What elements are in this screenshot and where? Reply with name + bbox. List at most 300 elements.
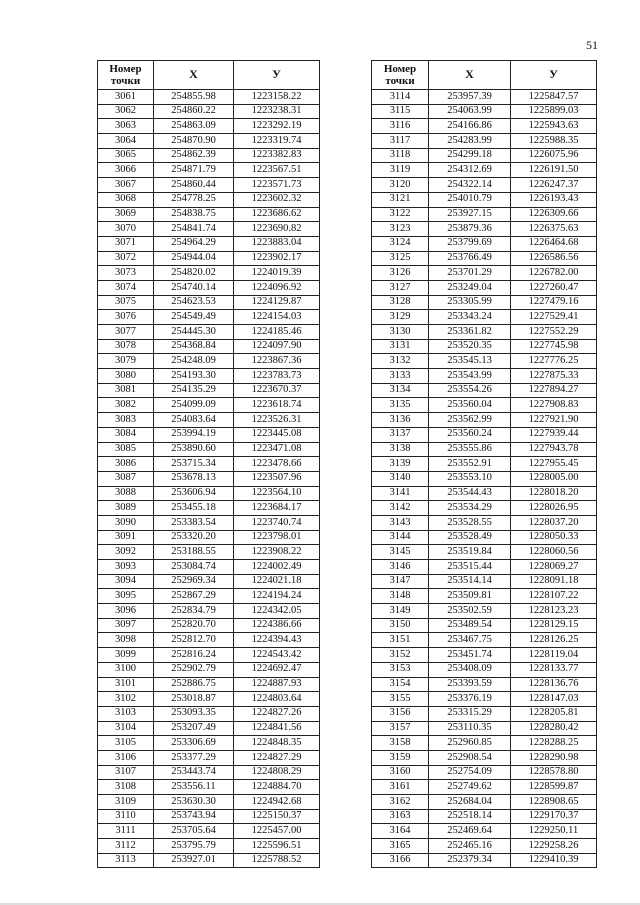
cell-y: 1229170.37 [511, 809, 597, 824]
cell-point-number: 3127 [372, 280, 429, 295]
header-y: У [511, 61, 597, 90]
table-row [372, 824, 597, 839]
table-row [372, 339, 597, 354]
cell-point-number: 3091 [98, 530, 154, 545]
cell-x: 253489.54 [429, 618, 511, 633]
table-row [372, 222, 597, 237]
cell-y: 1223867.36 [234, 354, 320, 369]
table-row [98, 515, 320, 530]
cell-y: 1226075.96 [511, 148, 597, 163]
table-row [372, 295, 597, 310]
cell-y: 1228037.20 [511, 515, 597, 530]
cell-x: 254445.30 [154, 325, 234, 340]
table-row [98, 618, 320, 633]
cell-y: 1227529.41 [511, 310, 597, 325]
cell-x: 253520.35 [429, 339, 511, 354]
table-row [372, 251, 597, 266]
cell-point-number: 3149 [372, 604, 429, 619]
cell-point-number: 3144 [372, 530, 429, 545]
cell-y: 1224841.56 [234, 721, 320, 736]
cell-point-number: 3062 [98, 104, 154, 119]
cell-y: 1223319.74 [234, 134, 320, 149]
table-row [372, 119, 597, 134]
table-row [98, 280, 320, 295]
cell-point-number: 3099 [98, 648, 154, 663]
cell-x: 253678.13 [154, 471, 234, 486]
cell-y: 1228107.22 [511, 589, 597, 604]
cell-point-number: 3102 [98, 692, 154, 707]
cell-point-number: 3090 [98, 515, 154, 530]
table-row [372, 515, 597, 530]
cell-point-number: 3076 [98, 310, 154, 325]
cell-point-number: 3132 [372, 354, 429, 369]
table-row [98, 736, 320, 751]
cell-point-number: 3119 [372, 163, 429, 178]
cell-y: 1224692.47 [234, 662, 320, 677]
table-row [98, 706, 320, 721]
table-row [98, 134, 320, 149]
cell-x: 252518.14 [429, 809, 511, 824]
cell-point-number: 3072 [98, 251, 154, 266]
table-row [98, 369, 320, 384]
table-row [98, 192, 320, 207]
table-row [372, 398, 597, 413]
cell-x: 254860.44 [154, 178, 234, 193]
table-row [372, 207, 597, 222]
cell-point-number: 3106 [98, 750, 154, 765]
cell-y: 1228133.77 [511, 662, 597, 677]
table-row [98, 207, 320, 222]
cell-y: 1223526.31 [234, 413, 320, 428]
cell-y: 1226782.00 [511, 266, 597, 281]
cell-y: 1226191.50 [511, 163, 597, 178]
cell-x: 253795.79 [154, 839, 234, 854]
cell-point-number: 3070 [98, 222, 154, 237]
cell-point-number: 3085 [98, 442, 154, 457]
table-row [372, 706, 597, 721]
cell-point-number: 3063 [98, 119, 154, 134]
cell-point-number: 3078 [98, 339, 154, 354]
cell-x: 254871.79 [154, 163, 234, 178]
table-row [98, 501, 320, 516]
table-row [372, 369, 597, 384]
cell-point-number: 3162 [372, 795, 429, 810]
cell-x: 253455.18 [154, 501, 234, 516]
cell-y: 1226247.37 [511, 178, 597, 193]
cell-x: 253927.15 [429, 207, 511, 222]
cell-x: 253528.49 [429, 530, 511, 545]
cell-point-number: 3095 [98, 589, 154, 604]
cell-x: 253879.36 [429, 222, 511, 237]
cell-y: 1224002.49 [234, 560, 320, 575]
cell-y: 1228578.80 [511, 765, 597, 780]
cell-x: 252684.04 [429, 795, 511, 810]
cell-x: 253705.64 [154, 824, 234, 839]
cell-point-number: 3148 [372, 589, 429, 604]
cell-y: 1228119.04 [511, 648, 597, 663]
cell-x: 253305.99 [429, 295, 511, 310]
cell-x: 253545.13 [429, 354, 511, 369]
cell-x: 253519.84 [429, 545, 511, 560]
table-row [372, 721, 597, 736]
cell-y: 1224827.29 [234, 750, 320, 765]
cell-x: 253994.19 [154, 427, 234, 442]
cell-x: 253502.59 [429, 604, 511, 619]
cell-point-number: 3069 [98, 207, 154, 222]
cell-point-number: 3111 [98, 824, 154, 839]
table-row [372, 280, 597, 295]
table-row [98, 251, 320, 266]
cell-point-number: 3109 [98, 795, 154, 810]
cell-y: 1224543.42 [234, 648, 320, 663]
table-row [372, 457, 597, 472]
cell-x: 253630.30 [154, 795, 234, 810]
cell-x: 254841.74 [154, 222, 234, 237]
table-row [98, 339, 320, 354]
table-row [98, 677, 320, 692]
cell-point-number: 3107 [98, 765, 154, 780]
table-row [372, 236, 597, 251]
cell-y: 1227260.47 [511, 280, 597, 295]
cell-point-number: 3103 [98, 706, 154, 721]
cell-x: 253451.74 [429, 648, 511, 663]
table-row [372, 574, 597, 589]
table-row [98, 530, 320, 545]
header-point-line2: точки [110, 75, 141, 87]
cell-y: 1224394.43 [234, 633, 320, 648]
cell-x: 253509.81 [429, 589, 511, 604]
cell-y: 1223902.17 [234, 251, 320, 266]
table-row [98, 236, 320, 251]
cell-point-number: 3071 [98, 236, 154, 251]
cell-y: 1224386.66 [234, 618, 320, 633]
cell-x: 253443.74 [154, 765, 234, 780]
cell-y: 1225899.03 [511, 104, 597, 119]
cell-x: 253249.04 [429, 280, 511, 295]
cell-x: 254063.99 [429, 104, 511, 119]
cell-y: 1226193.43 [511, 192, 597, 207]
cell-point-number: 3082 [98, 398, 154, 413]
cell-y: 1223238.31 [234, 104, 320, 119]
cell-y: 1224194.24 [234, 589, 320, 604]
table-row [98, 119, 320, 134]
cell-y: 1223478.66 [234, 457, 320, 472]
cell-point-number: 3163 [372, 809, 429, 824]
cell-x: 254863.09 [154, 119, 234, 134]
header-point-number [98, 61, 154, 90]
cell-x: 254778.25 [154, 192, 234, 207]
table-row [98, 163, 320, 178]
table-row [372, 839, 597, 854]
cell-point-number: 3122 [372, 207, 429, 222]
cell-y: 1224848.35 [234, 736, 320, 751]
cell-y: 1228069.27 [511, 560, 597, 575]
cell-x: 253927.01 [154, 853, 234, 868]
cell-point-number: 3101 [98, 677, 154, 692]
cell-point-number: 3068 [98, 192, 154, 207]
cell-point-number: 3147 [372, 574, 429, 589]
cell-point-number: 3080 [98, 369, 154, 384]
cell-y: 1228599.87 [511, 780, 597, 795]
cell-x: 253383.54 [154, 515, 234, 530]
table-body [98, 90, 320, 868]
header-point-line1: Номер [383, 62, 417, 75]
cell-y: 1223618.74 [234, 398, 320, 413]
cell-x: 254166.86 [429, 119, 511, 134]
cell-y: 1227894.27 [511, 383, 597, 398]
cell-y: 1228091.18 [511, 574, 597, 589]
table-row [98, 442, 320, 457]
cell-y: 1226375.63 [511, 222, 597, 237]
cell-y: 1228005.00 [511, 471, 597, 486]
table-row [372, 809, 597, 824]
cell-x: 253320.20 [154, 530, 234, 545]
cell-point-number: 3137 [372, 427, 429, 442]
cell-point-number: 3114 [372, 90, 429, 105]
cell-y: 1227875.33 [511, 369, 597, 384]
cell-x: 253018.87 [154, 692, 234, 707]
cell-x: 253553.10 [429, 471, 511, 486]
cell-point-number: 3155 [372, 692, 429, 707]
cell-x: 253555.86 [429, 442, 511, 457]
cell-x: 252749.62 [429, 780, 511, 795]
cell-x: 254135.29 [154, 383, 234, 398]
cell-y: 1224185.46 [234, 325, 320, 340]
table-row [98, 104, 320, 119]
cell-y: 1228026.95 [511, 501, 597, 516]
table-row [98, 853, 320, 868]
cell-y: 1228205.81 [511, 706, 597, 721]
table-row [372, 486, 597, 501]
table-row [372, 471, 597, 486]
table-row [372, 178, 597, 193]
cell-point-number: 3131 [372, 339, 429, 354]
table-row [98, 325, 320, 340]
cell-x: 254944.04 [154, 251, 234, 266]
table-header-row [372, 61, 597, 90]
table-row [98, 310, 320, 325]
table-row [372, 413, 597, 428]
cell-point-number: 3130 [372, 325, 429, 340]
cell-y: 1229410.39 [511, 853, 597, 868]
cell-point-number: 3086 [98, 457, 154, 472]
cell-x: 254855.98 [154, 90, 234, 105]
cell-point-number: 3089 [98, 501, 154, 516]
cell-x: 253606.94 [154, 486, 234, 501]
cell-x: 254193.30 [154, 369, 234, 384]
cell-y: 1224019.39 [234, 266, 320, 281]
table-header-row [98, 61, 320, 90]
cell-y: 1225150.37 [234, 809, 320, 824]
table-row [98, 795, 320, 810]
cell-x: 252812.70 [154, 633, 234, 648]
cell-y: 1227552.29 [511, 325, 597, 340]
cell-y: 1223602.32 [234, 192, 320, 207]
cell-x: 254740.14 [154, 280, 234, 295]
table-row [98, 633, 320, 648]
cell-y: 1225847.57 [511, 90, 597, 105]
cell-point-number: 3166 [372, 853, 429, 868]
cell-point-number: 3077 [98, 325, 154, 340]
table-row [372, 192, 597, 207]
cell-point-number: 3151 [372, 633, 429, 648]
cell-point-number: 3067 [98, 178, 154, 193]
cell-point-number: 3165 [372, 839, 429, 854]
table-row [372, 795, 597, 810]
cell-point-number: 3129 [372, 310, 429, 325]
cell-y: 1223883.04 [234, 236, 320, 251]
cell-x: 253715.34 [154, 457, 234, 472]
cell-x: 254283.99 [429, 134, 511, 149]
cell-point-number: 3120 [372, 178, 429, 193]
table-row [372, 442, 597, 457]
cell-y: 1224021.18 [234, 574, 320, 589]
header-point-line1: Номер [109, 62, 142, 75]
cell-x: 253534.29 [429, 501, 511, 516]
cell-y: 1223564.10 [234, 486, 320, 501]
cell-x: 254623.53 [154, 295, 234, 310]
cell-point-number: 3139 [372, 457, 429, 472]
cell-y: 1223798.01 [234, 530, 320, 545]
cell-point-number: 3125 [372, 251, 429, 266]
cell-point-number: 3117 [372, 134, 429, 149]
cell-point-number: 3128 [372, 295, 429, 310]
cell-x: 254083.64 [154, 413, 234, 428]
cell-y: 1228136.76 [511, 677, 597, 692]
header-y: У [234, 61, 320, 90]
cell-point-number: 3126 [372, 266, 429, 281]
table-row [98, 398, 320, 413]
cell-x: 252960.85 [429, 736, 511, 751]
table-row [98, 721, 320, 736]
cell-y: 1227921.90 [511, 413, 597, 428]
cell-y: 1225596.51 [234, 839, 320, 854]
cell-point-number: 3113 [98, 853, 154, 868]
header-point-line2: точки [385, 75, 415, 87]
table-row [98, 413, 320, 428]
cell-x: 252902.79 [154, 662, 234, 677]
cell-y: 1225457.00 [234, 824, 320, 839]
cell-y: 1227939.44 [511, 427, 597, 442]
cell-x: 254010.79 [429, 192, 511, 207]
table-row [372, 545, 597, 560]
cell-x: 254368.84 [154, 339, 234, 354]
cell-y: 1224942.68 [234, 795, 320, 810]
cell-point-number: 3145 [372, 545, 429, 560]
cell-x: 252969.34 [154, 574, 234, 589]
cell-point-number: 3118 [372, 148, 429, 163]
cell-point-number: 3124 [372, 236, 429, 251]
cell-point-number: 3074 [98, 280, 154, 295]
cell-x: 253743.94 [154, 809, 234, 824]
cell-y: 1224827.26 [234, 706, 320, 721]
cell-y: 1228290.98 [511, 750, 597, 765]
table-row [98, 662, 320, 677]
cell-y: 1223684.17 [234, 501, 320, 516]
cell-point-number: 3138 [372, 442, 429, 457]
cell-point-number: 3143 [372, 515, 429, 530]
cell-point-number: 3088 [98, 486, 154, 501]
cell-x: 254549.49 [154, 310, 234, 325]
cell-x: 253544.43 [429, 486, 511, 501]
cell-x: 253343.24 [429, 310, 511, 325]
table-row [372, 662, 597, 677]
cell-point-number: 3094 [98, 574, 154, 589]
cell-x: 253890.60 [154, 442, 234, 457]
cell-x: 253515.44 [429, 560, 511, 575]
cell-x: 253110.35 [429, 721, 511, 736]
table-row [98, 765, 320, 780]
cell-y: 1228280.42 [511, 721, 597, 736]
table-row [372, 266, 597, 281]
cell-x: 254312.69 [429, 163, 511, 178]
cell-y: 1223567.51 [234, 163, 320, 178]
table-row [372, 618, 597, 633]
cell-point-number: 3157 [372, 721, 429, 736]
cell-x: 252908.54 [429, 750, 511, 765]
cell-point-number: 3112 [98, 839, 154, 854]
cell-point-number: 3156 [372, 706, 429, 721]
cell-y: 1229258.26 [511, 839, 597, 854]
table-row [372, 677, 597, 692]
cell-point-number: 3154 [372, 677, 429, 692]
header-point-number [372, 61, 429, 90]
cell-point-number: 3081 [98, 383, 154, 398]
table-row [372, 780, 597, 795]
cell-point-number: 3146 [372, 560, 429, 575]
table-row [98, 692, 320, 707]
cell-point-number: 3092 [98, 545, 154, 560]
cell-y: 1227908.83 [511, 398, 597, 413]
cell-y: 1227955.45 [511, 457, 597, 472]
cell-x: 253552.91 [429, 457, 511, 472]
table-row [372, 560, 597, 575]
cell-point-number: 3104 [98, 721, 154, 736]
coordinates-table-left [97, 60, 320, 868]
table-row [98, 427, 320, 442]
cell-point-number: 3142 [372, 501, 429, 516]
cell-y: 1227776.25 [511, 354, 597, 369]
cell-point-number: 3087 [98, 471, 154, 486]
cell-y: 1228129.15 [511, 618, 597, 633]
cell-y: 1228288.25 [511, 736, 597, 751]
table-row [372, 530, 597, 545]
cell-x: 253393.59 [429, 677, 511, 692]
cell-x: 254860.22 [154, 104, 234, 119]
cell-x: 254099.09 [154, 398, 234, 413]
cell-y: 1225988.35 [511, 134, 597, 149]
table-row [372, 310, 597, 325]
cell-y: 1223382.83 [234, 148, 320, 163]
table-row [98, 266, 320, 281]
cell-y: 1227943.78 [511, 442, 597, 457]
table-row [98, 178, 320, 193]
cell-point-number: 3159 [372, 750, 429, 765]
cell-point-number: 3096 [98, 604, 154, 619]
cell-point-number: 3153 [372, 662, 429, 677]
cell-x: 252867.29 [154, 589, 234, 604]
cell-y: 1228147.03 [511, 692, 597, 707]
cell-y: 1228123.23 [511, 604, 597, 619]
cell-x: 253766.49 [429, 251, 511, 266]
table-row [98, 486, 320, 501]
cell-x: 253377.29 [154, 750, 234, 765]
cell-x: 253528.55 [429, 515, 511, 530]
cell-point-number: 3066 [98, 163, 154, 178]
cell-y: 1224342.05 [234, 604, 320, 619]
table-row [372, 589, 597, 604]
table-row [98, 589, 320, 604]
